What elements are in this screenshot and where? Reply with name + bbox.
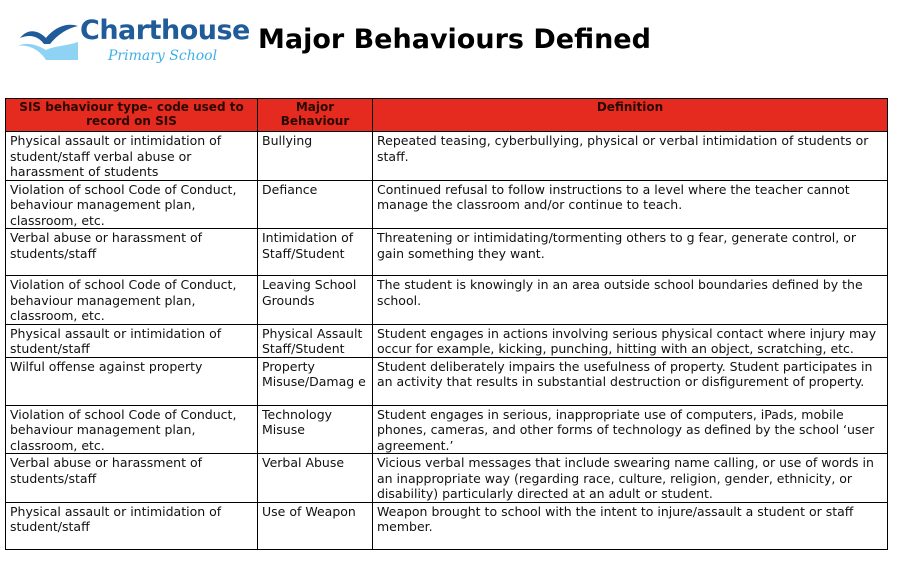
- header-sis-type: SIS behaviour type- code used to record on SIS: [6, 99, 258, 132]
- cell-major-behaviour: Bullying: [258, 132, 373, 181]
- cell-definition: Student engages in actions involving serious physical contact where injury may occur for example, kicking, punching, hitting with an object, scratching, etc.: [373, 324, 888, 357]
- cell-major-behaviour: Intimidation of Staff/Student: [258, 229, 373, 276]
- cell-definition: Continued refusal to follow instructions to a level where the teacher cannot manage the classroom and/or continue to teach.: [373, 180, 888, 229]
- table-row: [6, 502, 888, 549]
- table-row: [6, 357, 888, 405]
- cell-definition: Repeated teasing, cyberbullying, physical or verbal intimidation of students or staff.: [373, 132, 888, 181]
- cell-definition: Weapon brought to school with the intent to injure/assault a student or staff member.: [373, 502, 888, 549]
- cell-sis-type: Physical assault or intimidation of student/staff: [6, 324, 258, 357]
- cell-major-behaviour: Defiance: [258, 180, 373, 229]
- cell-sis-type: Violation of school Code of Conduct, behaviour management plan, classroom, etc.: [6, 405, 258, 454]
- seagull-icon: [16, 20, 80, 60]
- cell-sis-type: Violation of school Code of Conduct, behaviour management plan, classroom, etc.: [6, 276, 258, 325]
- cell-major-behaviour: Technology Misuse: [258, 405, 373, 454]
- page-title: Major Behaviours Defined: [258, 24, 651, 55]
- cell-definition: Student deliberately impairs the usefulness of property. Student participates in an activity that results in substantial destruction or disfigurement of property.: [373, 357, 888, 405]
- header-definition: Definition: [373, 99, 888, 132]
- school-logo: [16, 14, 250, 70]
- cell-definition: The student is knowingly in an area outside school boundaries defined by the school.: [373, 276, 888, 325]
- logo-name: Charthouse: [80, 15, 250, 46]
- cell-sis-type: Verbal abuse or harassment of students/staff: [6, 229, 258, 276]
- table-row: [6, 405, 888, 454]
- logo-subtitle: Primary School: [108, 48, 218, 64]
- header-major-behaviour: Major Behaviour: [258, 99, 373, 132]
- cell-definition: Vicious verbal messages that include swearing name calling, or use of words in an inappropriate way (regarding race, culture, religion, gender, ethnicity, or disability) particularly directed at an adult or student.: [373, 454, 888, 503]
- cell-sis-type: Wilful offense against property: [6, 357, 258, 405]
- cell-major-behaviour: Leaving School Grounds: [258, 276, 373, 325]
- cell-sis-type: Physical assault or intimidation of student/staff: [6, 502, 258, 549]
- cell-major-behaviour: Property Misuse/Damag e: [258, 357, 373, 405]
- cell-sis-type: Physical assault or intimidation of student/staff verbal abuse or harassment of students: [6, 132, 258, 181]
- table-row: [6, 276, 888, 325]
- cell-sis-type: Violation of school Code of Conduct, behaviour management plan, classroom, etc.: [6, 180, 258, 229]
- table-row: [6, 180, 888, 229]
- cell-sis-type: Verbal abuse or harassment of students/staff: [6, 454, 258, 503]
- cell-major-behaviour: Physical Assault Staff/Student: [258, 324, 373, 357]
- table-row: [6, 324, 888, 357]
- table-row: [6, 132, 888, 181]
- cell-definition: Student engages in serious, inappropriate use of computers, iPads, mobile phones, cameras, and other forms of technology as defined by the school ‘user agreement.’: [373, 405, 888, 454]
- cell-major-behaviour: Verbal Abuse: [258, 454, 373, 503]
- behaviours-table: [5, 98, 888, 550]
- cell-major-behaviour: Use of Weapon: [258, 502, 373, 549]
- table-row: [6, 229, 888, 276]
- table-header-row: [6, 99, 888, 132]
- table-row: [6, 454, 888, 503]
- cell-definition: Threatening or intimidating/tormenting others to g fear, generate control, or gain something they want.: [373, 229, 888, 276]
